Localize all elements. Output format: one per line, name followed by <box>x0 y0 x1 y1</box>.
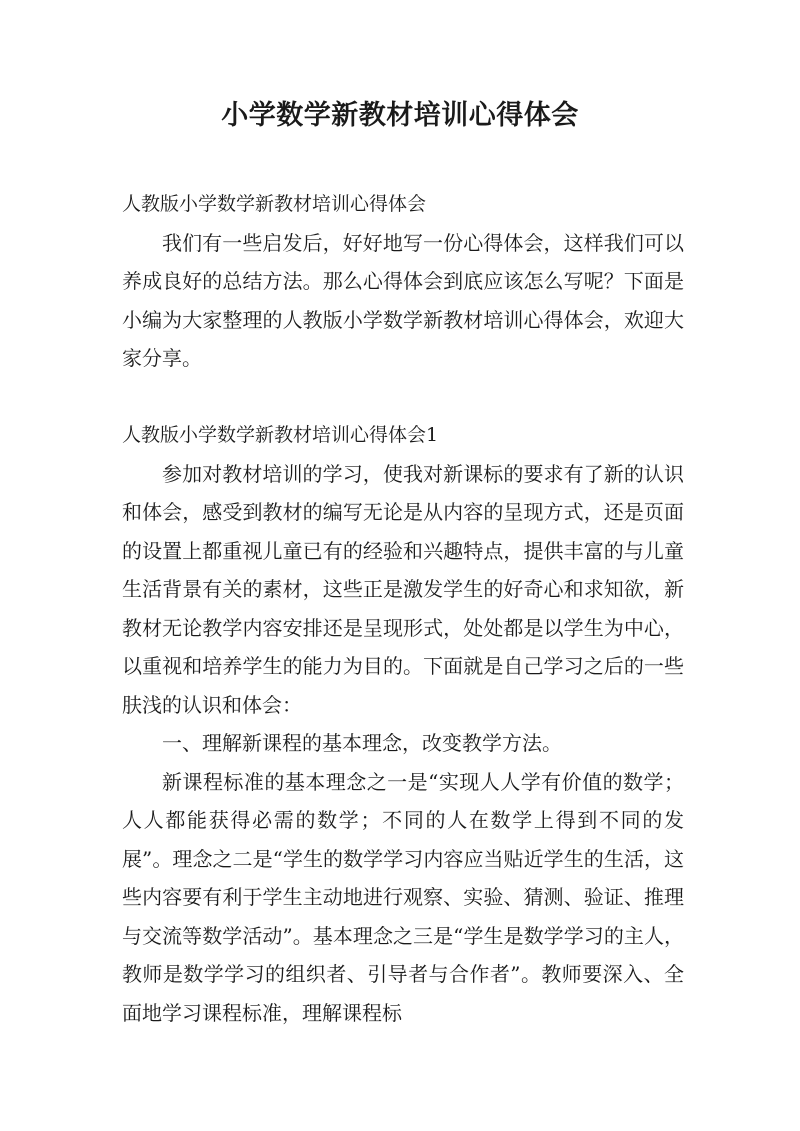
intro-paragraph: 我们有一些启发后，好好地写一份心得体会，这样我们可以养成良好的总结方法。那么心得体会到底应该怎么写呢？下面是小编为大家整理的人教版小学数学新教材培训心得体会，欢迎大家分享。 <box>122 230 684 370</box>
body-paragraph: 新课程标准的基本理念之一是“实现人人学有价值的数学；人人都能获得必需的数学；不同的人在数学上得到不同的发展”。理念之二是“学生的数学学习内容应当贴近学生的生活，这些内容要有利于学生主动地进行观察、实验、猜测、验证、推理与交流等数学活动”。基本理念之三是“学生是数学学习的主人，教师是数学学习的组织者、引导者与合作者”。教师要深入、全面地学习课程标准，理解课程标 <box>122 769 684 1025</box>
subtitle-heading: 人教版小学数学新教材培训心得体会 <box>122 193 427 215</box>
section-heading: 人教版小学数学新教材培训心得体会1 <box>122 424 439 446</box>
document-title: 小学数学新教材培训心得体会 <box>221 100 579 131</box>
body-paragraph: 参加对教材培训的学习，使我对新课标的要求有了新的认识和体会，感受到教材的编写无论是从内容的呈现方式，还是页面的设置上都重视儿童已有的经验和兴趣特点，提供丰富的与儿童生活背景有关的素材，这些正是激发学生的好奇心和求知欲，新教材无论教学内容安排还是呈现形式，处处都是以学生为中心，以重视和培养学生的能力为目的。下面就是自己学习之后的一些肤浅的认识和体会： <box>122 461 684 717</box>
paragraph-gap <box>122 378 684 417</box>
body-paragraph-point-heading: 一、理解新课程的基本理念，改变教学方法。 <box>162 731 562 755</box>
document-body <box>122 185 684 1032</box>
